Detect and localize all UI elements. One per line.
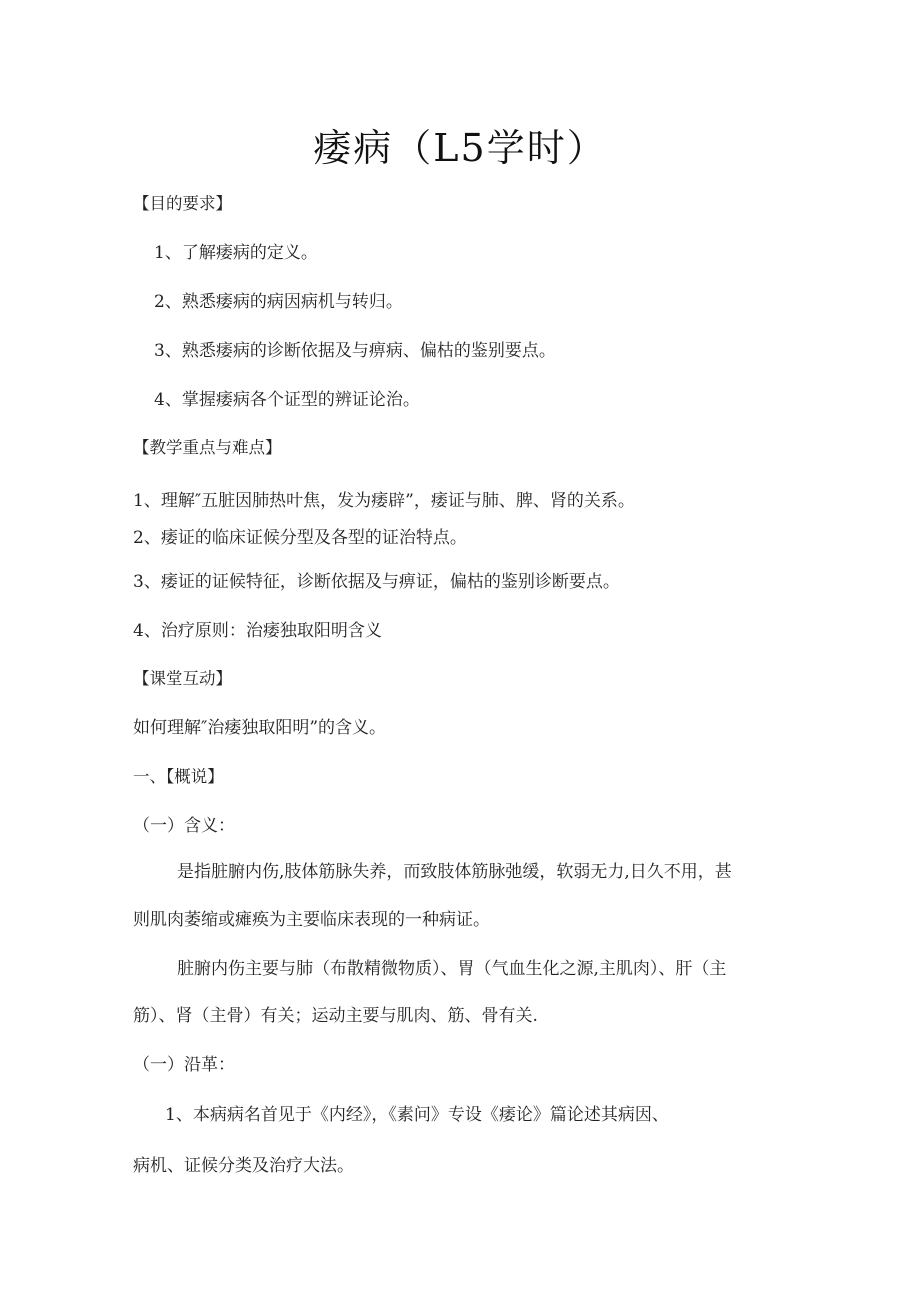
key-point-item-3: 3、痿证的证候特征，诊断依据及与痹证，偏枯的鉴别诊断要点。 — [133, 572, 620, 592]
meaning-paragraph-1-line-2: 则肌肉萎缩或瘫痪为主要临床表现的一种病证。 — [133, 910, 490, 930]
meaning-paragraph-2-line-1: 脏腑内伤主要与肺（布散精微物质）、胃（气血生化之源,主肌肉）、肝（主 — [177, 959, 727, 979]
interaction-heading: 【课堂互动】 — [133, 669, 232, 688]
objective-item-1: 1、了解痿病的定义。 — [154, 243, 318, 263]
overview-heading: 一、【概说】 — [133, 767, 224, 786]
meaning-paragraph-2-line-2: 筋）、肾（主骨）有关；运动主要与肌肉、筋、骨有关. — [133, 1006, 538, 1026]
objective-item-4: 4、掌握痿病各个证型的辨证论治。 — [154, 390, 420, 410]
page-title: 痿病（L5学时） — [313, 126, 607, 170]
meaning-heading: （一）含义： — [133, 816, 235, 836]
key-point-item-4: 4、治疗原则：治痿独取阳明含义 — [133, 621, 382, 641]
meaning-paragraph-1-line-1: 是指脏腑内伤,肢体筋脉失养，而致肢体筋脉弛缓，软弱无力,日久不用，甚 — [177, 862, 732, 882]
history-item-1-line-1: 1、本病病名首见于《内经》，《素问》专设《痿论》篇论述其病因、 — [165, 1105, 669, 1125]
key-point-item-1: 1、理解″五脏因肺热叶焦，发为痿辟”，痿证与肺、脾、肾的关系。 — [133, 491, 635, 511]
key-point-item-2: 2、痿证的临床证候分型及各型的证治特点。 — [133, 528, 467, 548]
objective-item-3: 3、熟悉痿病的诊断依据及与痹病、偏枯的鉴别要点。 — [154, 341, 556, 361]
interaction-text: 如何理解″治痿独取阳明”的含义。 — [133, 718, 387, 738]
history-item-1-line-2: 病机、证候分类及治疗大法。 — [133, 1156, 354, 1176]
key-points-heading: 【教学重点与难点】 — [133, 438, 282, 457]
history-heading: （一）沿革： — [133, 1055, 235, 1075]
objective-item-2: 2、熟悉痿病的病因病机与转归。 — [154, 292, 403, 312]
objectives-heading: 【目的要求】 — [133, 194, 232, 213]
